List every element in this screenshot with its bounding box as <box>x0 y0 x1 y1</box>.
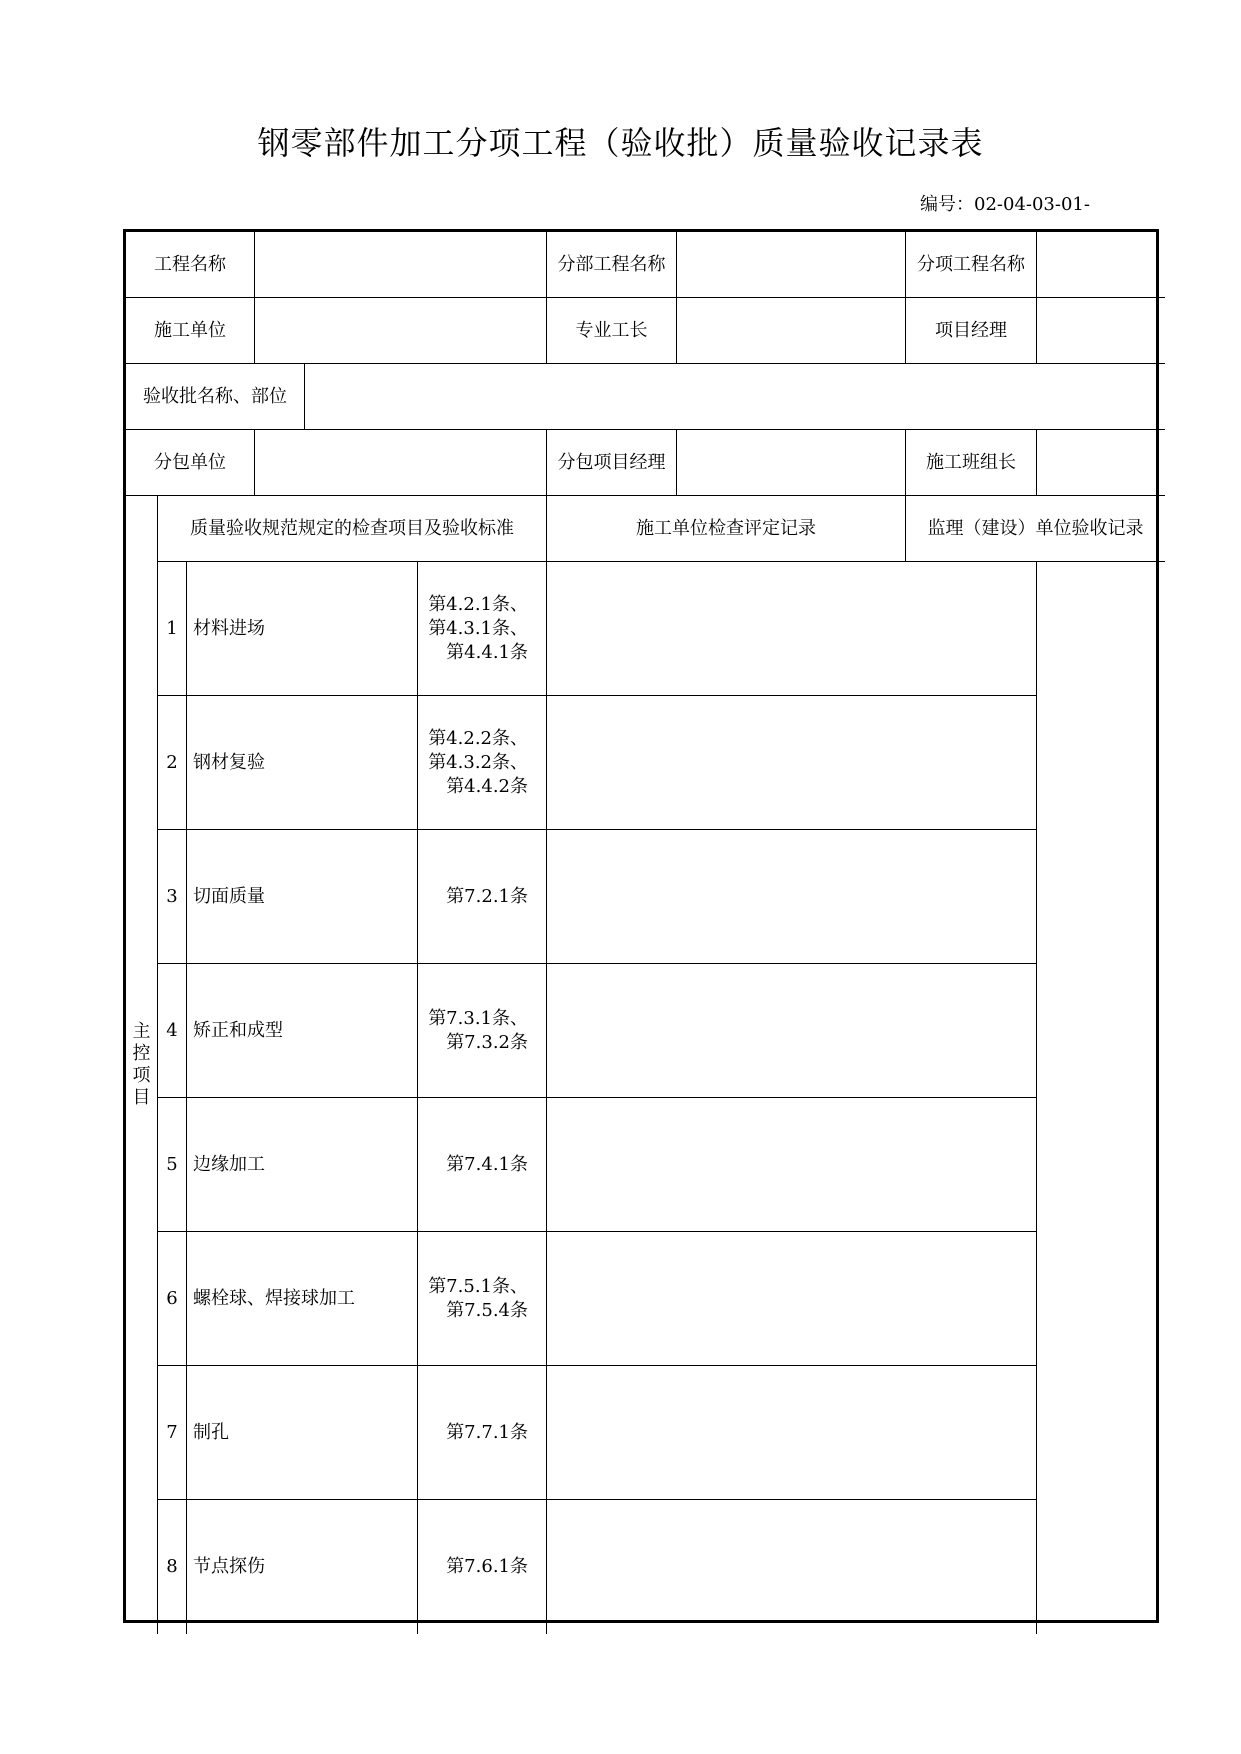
contractor-label: 施工单位 <box>126 298 255 364</box>
item-number: 4 <box>158 964 187 1098</box>
item-name: 材料进场 <box>187 562 418 696</box>
item-record[interactable] <box>547 1500 1037 1634</box>
item-name: 切面质量 <box>187 830 418 964</box>
item-record[interactable] <box>547 1232 1037 1366</box>
item-number: 1 <box>158 562 187 696</box>
item-record[interactable] <box>547 696 1037 830</box>
subitem-name-label: 分项工程名称 <box>906 232 1037 298</box>
item-name: 边缘加工 <box>187 1098 418 1232</box>
item-record[interactable] <box>547 1366 1037 1500</box>
item-clause: 第7.2.1条 <box>418 830 547 964</box>
item-number: 8 <box>158 1500 187 1634</box>
item-name: 螺栓球、焊接球加工 <box>187 1232 418 1366</box>
item-number: 3 <box>158 830 187 964</box>
section-char: 目 <box>132 1087 151 1108</box>
project-manager-value[interactable] <box>1037 298 1165 364</box>
item-clause: 第4.2.1条、 第4.3.1条、 第4.4.1条 <box>418 562 547 696</box>
item-name: 制孔 <box>187 1366 418 1500</box>
main-control-items-label <box>126 496 158 1634</box>
item-number: 7 <box>158 1366 187 1500</box>
item-clause: 第7.4.1条 <box>418 1098 547 1232</box>
sub-manager-label: 分包项目经理 <box>547 430 677 496</box>
item-name: 矫正和成型 <box>187 964 418 1098</box>
division-name-value[interactable] <box>677 232 906 298</box>
item-number: 2 <box>158 696 187 830</box>
form-code: 编号：02-04-03-01- <box>920 194 1090 215</box>
form-title: 钢零部件加工分项工程（验收批）质量验收记录表 <box>257 124 984 162</box>
division-name-label: 分部工程名称 <box>547 232 677 298</box>
item-record[interactable] <box>547 562 1037 696</box>
item-record[interactable] <box>547 1098 1037 1232</box>
subcontractor-label: 分包单位 <box>126 430 255 496</box>
section-char: 主 <box>132 1021 151 1042</box>
team-leader-label: 施工班组长 <box>906 430 1037 496</box>
item-number: 6 <box>158 1232 187 1366</box>
item-record[interactable] <box>547 964 1037 1098</box>
supervisor-record-value[interactable] <box>1037 562 1165 1634</box>
item-name: 钢材复验 <box>187 696 418 830</box>
section-char: 项 <box>132 1065 151 1086</box>
team-leader-value[interactable] <box>1037 430 1165 496</box>
item-clause: 第7.6.1条 <box>418 1500 547 1634</box>
subcontractor-value[interactable] <box>255 430 547 496</box>
item-clause: 第7.7.1条 <box>418 1366 547 1500</box>
supervisor-record-header: 监理（建设）单位验收记录 <box>906 496 1165 562</box>
project-name-value[interactable] <box>255 232 547 298</box>
item-clause: 第7.3.1条、 第7.3.2条 <box>418 964 547 1098</box>
project-name-label: 工程名称 <box>126 232 255 298</box>
inspection-form <box>123 229 1159 1623</box>
foreman-value[interactable] <box>677 298 906 364</box>
section-char: 控 <box>132 1043 151 1064</box>
contractor-record-header: 施工单位检查评定记录 <box>547 496 906 562</box>
item-clause: 第4.2.2条、 第4.3.2条、 第4.4.2条 <box>418 696 547 830</box>
project-manager-label: 项目经理 <box>906 298 1037 364</box>
subitem-name-value[interactable] <box>1037 232 1165 298</box>
spec-column-header: 质量验收规范规定的检查项目及验收标准 <box>158 496 547 562</box>
foreman-label: 专业工长 <box>547 298 677 364</box>
contractor-value[interactable] <box>255 298 547 364</box>
batch-name-label: 验收批名称、部位 <box>126 364 305 430</box>
item-clause: 第7.5.1条、 第7.5.4条 <box>418 1232 547 1366</box>
item-number: 5 <box>158 1098 187 1232</box>
item-record[interactable] <box>547 830 1037 964</box>
item-name: 节点探伤 <box>187 1500 418 1634</box>
batch-name-value[interactable] <box>305 364 1165 430</box>
sub-manager-value[interactable] <box>677 430 906 496</box>
